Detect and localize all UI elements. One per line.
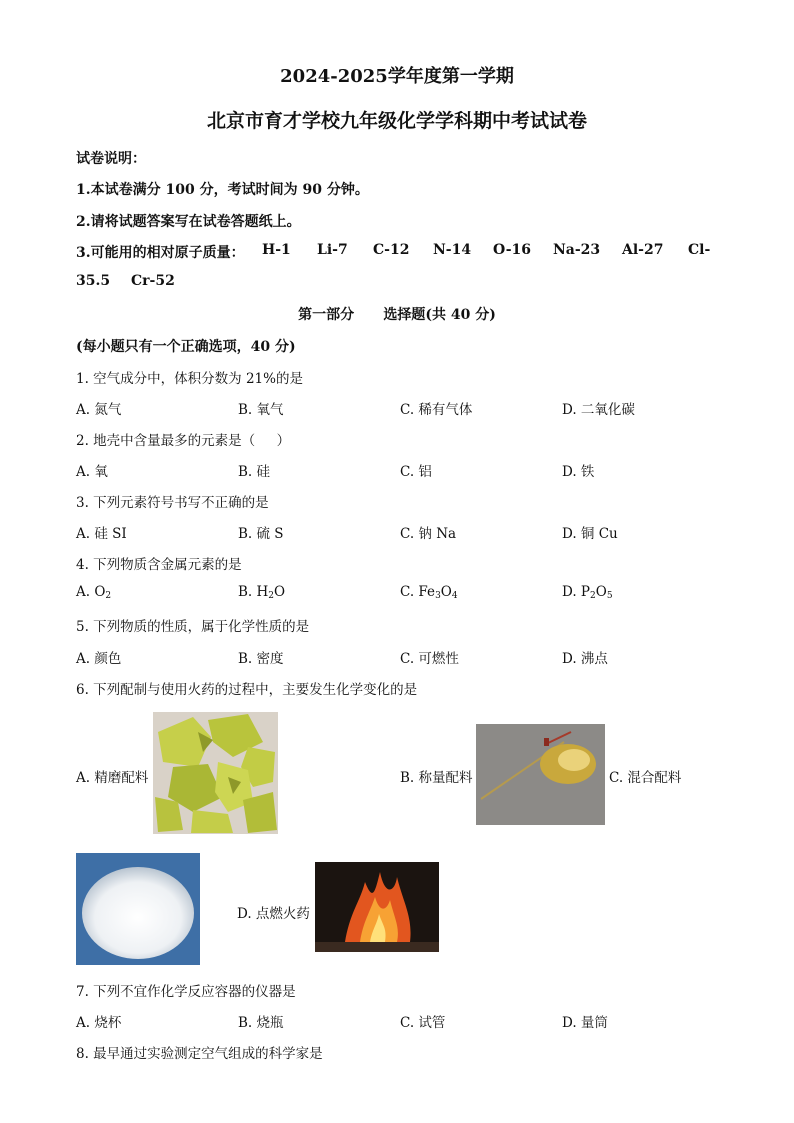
option-b[interactable]: B. 硅 [238,464,271,480]
option-d[interactable]: D. 铁 [562,464,595,480]
atomic-mass-na: Na-23 [553,242,601,258]
question-8-stem: 8. 最早通过实验测定空气组成的科学家是 [76,1046,323,1062]
option-c[interactable]: C. 可燃性 [400,651,459,667]
option-b[interactable]: B. $H_2O$ [238,584,286,601]
option-d[interactable]: D. 沸点 [562,651,608,667]
section-note: (每小题只有一个正确选项，40 分) [76,339,296,355]
option-a[interactable]: A. 硅 SI [76,526,127,542]
white-powder-image [76,853,200,965]
instruction-line-3 [76,242,245,262]
option-c[interactable]: C. 稀有气体 [400,402,473,418]
atomic-mass-al: Al-27 [622,242,664,258]
question-4-stem: 4. 下列物质含金属元素的是 [76,557,242,573]
atomic-mass-h: H-1 [262,242,291,258]
atomic-mass-li: Li-7 [317,242,348,258]
atomic-mass-cr: Cr-52 [131,273,175,289]
atomic-mass-cl-cont: 35.5 [76,273,111,289]
question-4-options [76,584,756,604]
atomic-mass-c: C-12 [373,242,410,258]
question-3-stem: 3. 下列元素符号书写不正确的是 [76,495,269,511]
option-b[interactable]: B. 称量配料 [400,770,473,786]
question-5-stem: 5. 下列物质的性质，属于化学性质的是 [76,619,310,635]
option-b[interactable]: B. 硫 S [238,526,284,542]
atomic-mass-label: 3.可能用的相对原子质量： [76,245,245,261]
atomic-mass-n: N-14 [433,242,472,258]
option-d[interactable]: D. 铜 Cu [562,526,618,542]
option-c[interactable]: C. 钠 Na [400,526,457,542]
section-title: 第一部分 选择题(共 40 分) [298,307,496,323]
question-1-stem: 1. 空气成分中，体积分数为 21%的是 [76,371,303,387]
question-1-options [76,398,756,418]
option-c[interactable]: C. 试管 [400,1015,446,1031]
option-a[interactable]: A. 氧 [76,464,108,480]
instruction-line-2: 2.请将试题答案写在试卷答题纸上。 [76,214,301,230]
burning-powder-image [315,862,439,952]
option-c[interactable]: C. $Fe_3O_4$ [400,584,458,601]
sulfur-image [153,712,278,834]
exam-title: 北京市育才学校九年级化学学科期中考试试卷 [206,110,587,132]
atomic-mass-cl: Cl- [688,242,711,258]
option-b[interactable]: B. 烧瓶 [238,1015,284,1031]
option-d[interactable]: D. 点燃火药 [237,906,310,922]
option-d[interactable]: D. $P_2O_5$ [562,584,613,601]
balance-scoop-image [476,724,605,825]
atomic-mass-o: O-16 [493,242,532,258]
option-a[interactable]: A. 氮气 [76,402,122,418]
instructions-heading: 试卷说明： [76,151,146,167]
exam-term-title: 2024-2025学年度第一学期 [280,66,514,87]
option-d[interactable]: D. 量筒 [562,1015,608,1031]
question-5-options [76,647,756,667]
option-a[interactable]: A. 颜色 [76,651,122,667]
question-6-stem: 6. 下列配制与使用火药的过程中，主要发生化学变化的是 [76,682,418,698]
question-7-stem: 7. 下列不宜作化学反应容器的仪器是 [76,984,296,1000]
instruction-line-1: 1.本试卷满分 100 分，考试时间为 90 分钟。 [76,182,369,198]
option-c[interactable]: C. 混合配料 [609,770,682,786]
question-7-options [76,1011,756,1031]
option-a[interactable]: A. 精磨配料 [76,770,149,786]
option-b[interactable]: B. 氧气 [238,402,284,418]
question-2-options [76,460,756,480]
option-d[interactable]: D. 二氧化碳 [562,402,635,418]
option-c[interactable]: C. 铝 [400,464,432,480]
question-2-stem: 2. 地壳中含量最多的元素是（ ） [76,433,291,449]
option-a[interactable]: A. 烧杯 [76,1015,122,1031]
option-b[interactable]: B. 密度 [238,651,284,667]
option-a[interactable]: A. $O_2$ [76,584,112,601]
question-3-options [76,522,756,542]
